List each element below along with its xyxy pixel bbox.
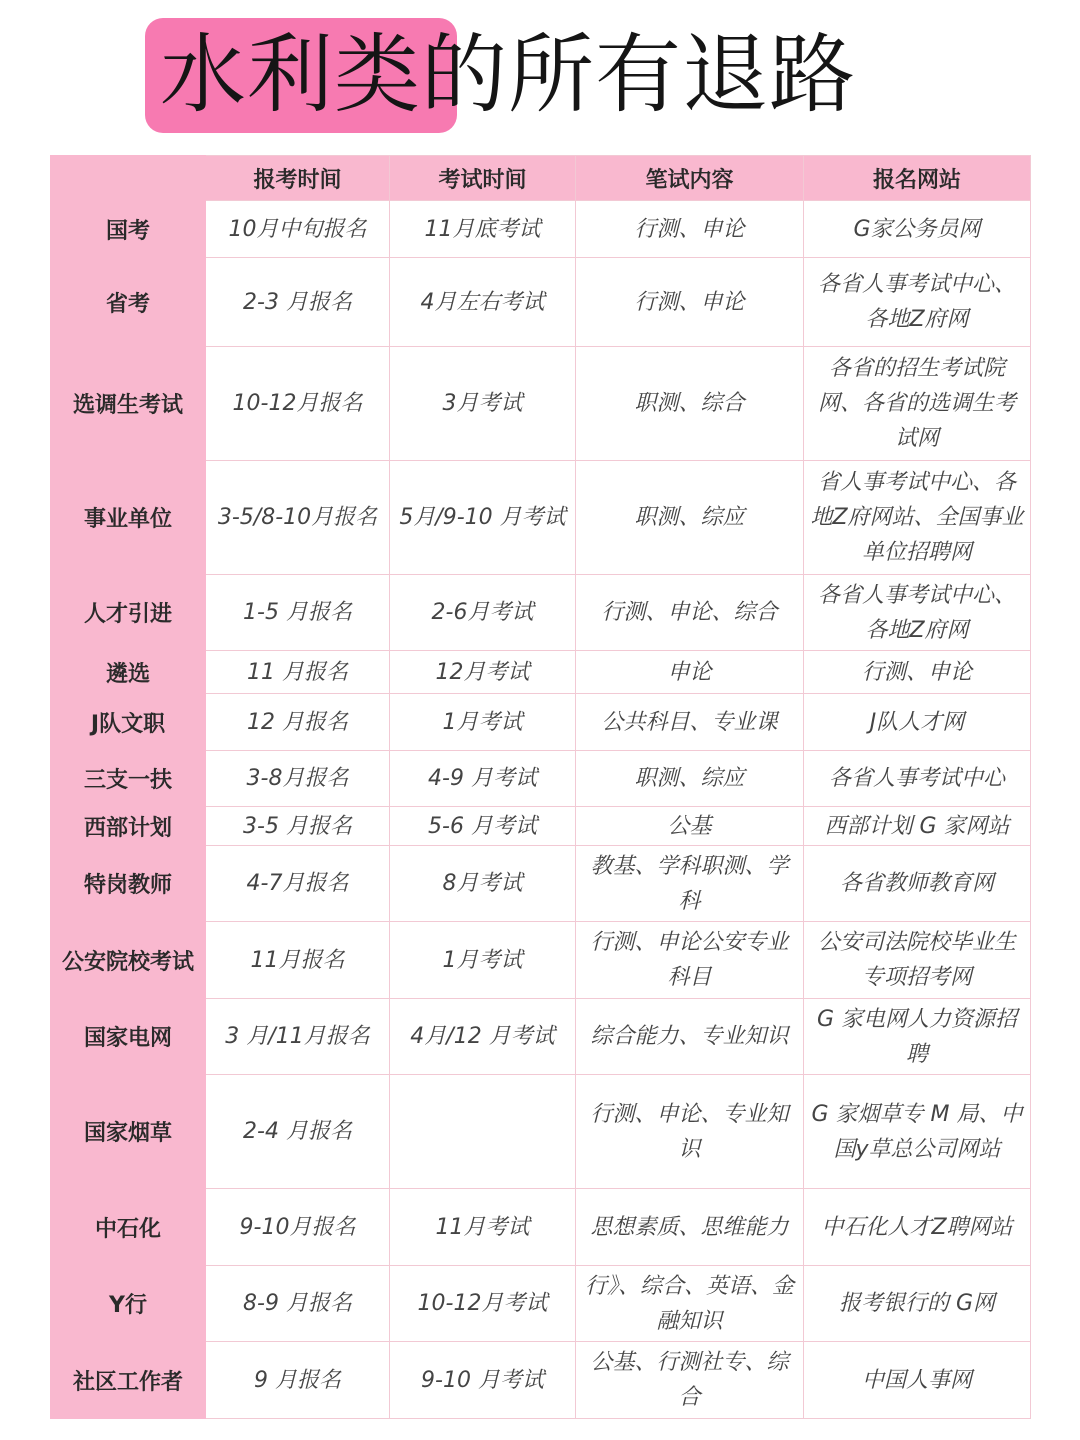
written-content-cell: 综合能力、专业知识 (576, 999, 804, 1075)
exam-time-cell: 11月底考试 (390, 201, 576, 258)
written-content-cell: 职测、综应 (576, 751, 804, 807)
row-exam-name: 特岗教师 (51, 846, 206, 922)
page-title (160, 18, 856, 133)
registration-site-cell: 行测、申论 (804, 651, 1031, 694)
registration-site-cell: 各省教师教育网 (804, 846, 1031, 922)
table-row (51, 751, 1031, 807)
table-row (51, 347, 1031, 461)
table-row (51, 999, 1031, 1075)
row-exam-name: 公安院校考试 (51, 922, 206, 999)
table-row (51, 1266, 1031, 1342)
exam-time-cell: 5月/9-10 月考试 (390, 461, 576, 575)
row-exam-name: 国家电网 (51, 999, 206, 1075)
registration-site-cell: 中国人事网 (804, 1342, 1031, 1419)
registration-time-cell: 12 月报名 (206, 694, 390, 751)
title-highlight-text: 水利类 (160, 25, 421, 125)
written-content-cell: 申论 (576, 651, 804, 694)
exam-time-cell: 11月考试 (390, 1189, 576, 1266)
exam-time-cell: 4月/12 月考试 (390, 999, 576, 1075)
registration-site-cell: J队人才网 (804, 694, 1031, 751)
exam-time-cell: 3月考试 (390, 347, 576, 461)
written-content-cell: 行测、申论 (576, 201, 804, 258)
registration-time-cell: 10月中旬报名 (206, 201, 390, 258)
row-exam-name: 中石化 (51, 1189, 206, 1266)
registration-time-cell: 10-12月报名 (206, 347, 390, 461)
registration-site-cell: G家公务员网 (804, 201, 1031, 258)
exam-time-cell: 12月考试 (390, 651, 576, 694)
row-exam-name: 国考 (51, 201, 206, 258)
registration-site-cell: G 家电网人力资源招聘 (804, 999, 1031, 1075)
table-row (51, 575, 1031, 651)
row-exam-name: 选调生考试 (51, 347, 206, 461)
registration-time-cell: 3-5/8-10月报名 (206, 461, 390, 575)
registration-site-cell: 省人事考试中心、各地Z府网站、全国事业单位招聘网 (804, 461, 1031, 575)
written-content-cell: 行测、申论 (576, 258, 804, 347)
row-exam-name: 西部计划 (51, 807, 206, 846)
exam-time-cell: 1月考试 (390, 922, 576, 999)
written-content-cell: 公基、行测社专、综合 (576, 1342, 804, 1419)
registration-time-cell: 1-5 月报名 (206, 575, 390, 651)
registration-time-cell: 3-5 月报名 (206, 807, 390, 846)
exam-table (50, 155, 1031, 1419)
row-exam-name: 省考 (51, 258, 206, 347)
written-content-cell: 思想素质、思维能力 (576, 1189, 804, 1266)
registration-time-cell: 9-10月报名 (206, 1189, 390, 1266)
table-row (51, 1189, 1031, 1266)
written-content-cell: 职测、综应 (576, 461, 804, 575)
exam-time-cell: 2-6月考试 (390, 575, 576, 651)
written-content-cell: 行测、申论、综合 (576, 575, 804, 651)
registration-site-cell: 中石化人才Z聘网站 (804, 1189, 1031, 1266)
row-exam-name: 社区工作者 (51, 1342, 206, 1419)
exam-time-cell: 8月考试 (390, 846, 576, 922)
exam-time-cell: 4-9 月考试 (390, 751, 576, 807)
table-header-row (51, 156, 1031, 201)
registration-time-cell: 3 月/11月报名 (206, 999, 390, 1075)
table-row (51, 1342, 1031, 1419)
table-row (51, 461, 1031, 575)
registration-time-cell: 9 月报名 (206, 1342, 390, 1419)
table-row (51, 922, 1031, 999)
table-row (51, 1075, 1031, 1189)
registration-site-cell: G 家烟草专 M 局、中国y草总公司网站 (804, 1075, 1031, 1189)
header-corner (51, 156, 206, 201)
exam-time-cell: 4月左右考试 (390, 258, 576, 347)
exam-time-cell (390, 1075, 576, 1189)
row-exam-name: 遴选 (51, 651, 206, 694)
registration-time-cell: 2-4 月报名 (206, 1075, 390, 1189)
registration-time-cell: 2-3 月报名 (206, 258, 390, 347)
table-row (51, 694, 1031, 751)
exam-time-cell: 5-6 月考试 (390, 807, 576, 846)
exam-time-cell: 9-10 月考试 (390, 1342, 576, 1419)
written-content-cell: 教基、学科职测、学科 (576, 846, 804, 922)
header-written-content: 笔试内容 (576, 156, 804, 201)
title-rest-text: 的所有退路 (421, 25, 856, 125)
header-registration-time: 报考时间 (206, 156, 390, 201)
registration-time-cell: 4-7月报名 (206, 846, 390, 922)
exam-time-cell: 1月考试 (390, 694, 576, 751)
written-content-cell: 公共科目、专业课 (576, 694, 804, 751)
header-exam-time: 考试时间 (390, 156, 576, 201)
row-exam-name: 国家烟草 (51, 1075, 206, 1189)
table-row (51, 807, 1031, 846)
row-exam-name: J队文职 (51, 694, 206, 751)
written-content-cell: 行测、申论、专业知识 (576, 1075, 804, 1189)
written-content-cell: 公基 (576, 807, 804, 846)
table-row (51, 201, 1031, 258)
written-content-cell: 行》、综合、英语、金融知识 (576, 1266, 804, 1342)
row-exam-name: 三支一扶 (51, 751, 206, 807)
row-exam-name: Y行 (51, 1266, 206, 1342)
registration-time-cell: 11 月报名 (206, 651, 390, 694)
exam-time-cell: 10-12月考试 (390, 1266, 576, 1342)
registration-site-cell: 报考银行的 G网 (804, 1266, 1031, 1342)
registration-site-cell: 各省人事考试中心、各地Z府网 (804, 258, 1031, 347)
registration-time-cell: 8-9 月报名 (206, 1266, 390, 1342)
registration-site-cell: 西部计划 G 家网站 (804, 807, 1031, 846)
row-exam-name: 人才引进 (51, 575, 206, 651)
registration-time-cell: 11月报名 (206, 922, 390, 999)
written-content-cell: 职测、综合 (576, 347, 804, 461)
table-row (51, 258, 1031, 347)
registration-time-cell: 3-8月报名 (206, 751, 390, 807)
table-row (51, 846, 1031, 922)
written-content-cell: 行测、申论公安专业科目 (576, 922, 804, 999)
row-exam-name: 事业单位 (51, 461, 206, 575)
registration-site-cell: 公安司法院校毕业生专项招考网 (804, 922, 1031, 999)
registration-site-cell: 各省的招生考试院网、各省的选调生考试网 (804, 347, 1031, 461)
registration-site-cell: 各省人事考试中心 (804, 751, 1031, 807)
registration-site-cell: 各省人事考试中心、各地Z府网 (804, 575, 1031, 651)
table-row (51, 651, 1031, 694)
header-registration-site: 报名网站 (804, 156, 1031, 201)
title-area (0, 0, 1080, 150)
